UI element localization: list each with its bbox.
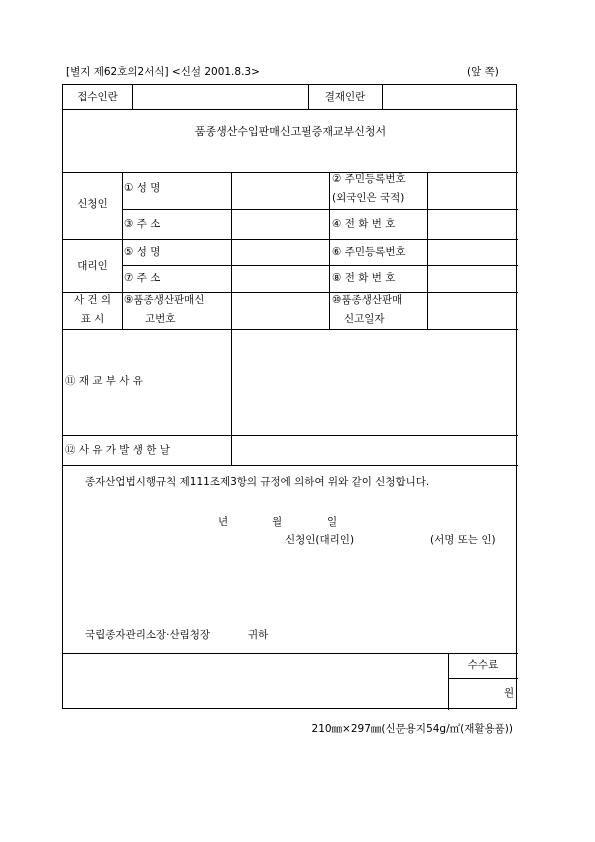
form-reference: [별지 제62호의2서식] <신설 2001.8.3> [66, 66, 260, 78]
rule [132, 85, 133, 109]
rule [122, 265, 518, 266]
applicant-signature-line: 신청인(대리인) [285, 534, 355, 546]
page-side-label: (앞 쪽) [467, 66, 499, 78]
report-number-label-line2: 고번호 [145, 313, 176, 325]
rule [63, 465, 518, 466]
occurrence-date-label: ⑫ 사 유 가 발 생 한 날 [65, 444, 170, 456]
date-month-label: 월 [272, 516, 283, 528]
rule [63, 653, 518, 654]
date-day-label: 일 [327, 516, 338, 528]
applicant-id-note: (외국인은 국적) [332, 192, 405, 204]
report-number-label-line1: ⑨품종생산판매신 [124, 294, 205, 306]
rule [63, 239, 518, 240]
approval-label: 결재인란 [324, 91, 366, 103]
case-label-line1: 사 건 의 [73, 294, 112, 306]
agent-phone-label: ⑧ 전 화 번 호 [332, 272, 396, 284]
rule [329, 172, 330, 329]
rule [448, 678, 518, 679]
rule [63, 292, 518, 293]
addressee-honorific: 귀하 [248, 629, 269, 641]
rule [427, 172, 428, 329]
reissue-reason-label: ⑪ 재 교 부 사 유 [65, 375, 143, 387]
applicant-id-label: ② 주민등록번호 [332, 173, 406, 185]
fee-unit: 원 [504, 687, 515, 699]
rule [63, 329, 518, 330]
statement-text: 종자산업법시행규칙 제111조제3항의 규정에 의하여 위와 같이 신청합니다. [85, 476, 430, 488]
applicant-name-label: ① 성 명 [124, 182, 161, 194]
agent-id-label: ⑥ 주민등록번호 [332, 246, 406, 258]
applicant-group-label: 신청인 [77, 198, 108, 210]
agent-group-label: 대리인 [77, 260, 108, 272]
form-title: 품종생산수입판매신고필증재교부신청서 [194, 125, 387, 138]
rule [63, 109, 518, 110]
application-form [62, 84, 517, 709]
paper-spec-footer: 210㎜×297㎜(신문용지54g/㎡(재활용품)) [311, 723, 513, 735]
agent-name-label: ⑤ 성 명 [124, 246, 161, 258]
rule [231, 172, 232, 465]
rule [63, 172, 518, 173]
addressee: 국립종자관리소장·산림청장 [85, 629, 211, 641]
reception-label: 접수인란 [77, 91, 118, 103]
signature-note: (서명 또는 인) [430, 534, 496, 546]
date-year-label: 년 [218, 516, 229, 528]
rule [63, 435, 518, 436]
report-date-label-line2: 신고일자 [344, 313, 385, 325]
rule [382, 85, 383, 109]
fee-label: 수수료 [467, 659, 499, 671]
applicant-phone-label: ④ 전 화 번 호 [332, 218, 396, 230]
agent-address-label: ⑦ 주 소 [124, 272, 161, 284]
rule [122, 209, 518, 210]
case-label-line2: 표 시 [80, 313, 105, 325]
report-date-label-line1: ⑩품종생산판매 [332, 294, 403, 306]
applicant-address-label: ③ 주 소 [124, 218, 161, 230]
rule [122, 172, 123, 329]
